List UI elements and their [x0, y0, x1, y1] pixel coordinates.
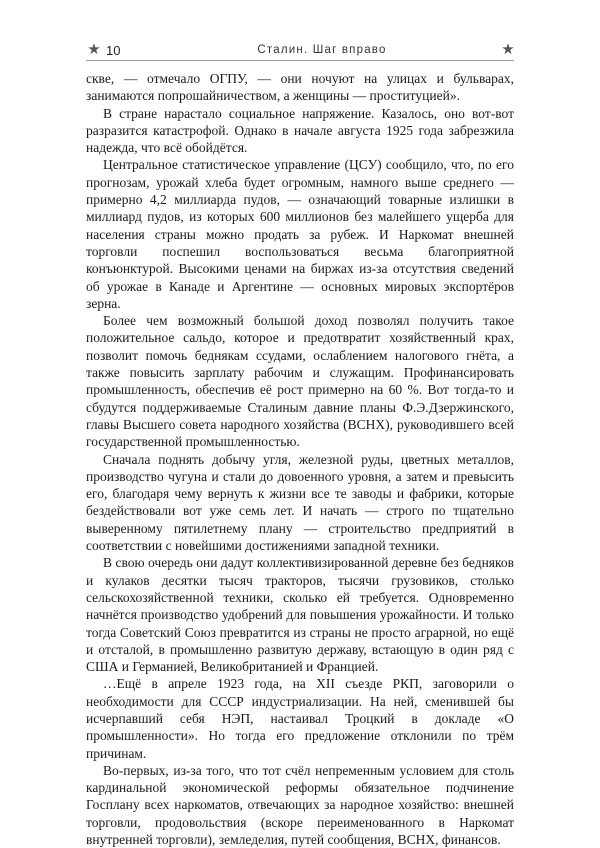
paragraph: …Ещё в апреле 1923 года, на XII съезде РКП, заговорили о необходимости для СССР индустриализации. На ней, сменившей бы исчерпавший себя НЭП, настаивал Троцкий в докладе «О промышленности». Но тогда его предложение отклонили по трём причинам.: [86, 676, 514, 761]
star-left-icon: ★: [87, 41, 101, 58]
page-number: 10: [106, 42, 121, 58]
paragraph: скве, — отмечало ОГПУ, — они ночуют на улицах и бульварах, занимаются попрошайничеством, а женщины — проституцией».: [86, 71, 514, 104]
running-header: [86, 40, 514, 62]
paragraph: В свою очередь они дадут коллективизированной деревне без бедняков и кулаков десятки тысяч тракторов, тысячи грузовиков, столько сельскохозяйственной техники, сколько ей требуется. Одновременно начнётся производство удобрений для повышения урожайности. И только тогда Советский Союз превратится из страны не просто аграрной, но ещё и отсталой, в промышленно развитую державу, встающую в один ряд с США и Германией, Великобританией и Францией.: [86, 555, 514, 675]
star-right-icon: ★: [501, 41, 515, 58]
header-bar: [86, 40, 514, 61]
paragraph: Более чем возможный большой доход позволял получить такое положительное сальдо, которое и предотвратит хозяйственный крах, позволит помочь беднякам ссудами, ослаблением налогового гнёта, а также повысить зарплату рабочим и служащим. Профинансировать промышленность, обеспечив её рост примерно на 60 %. Вот тогда-то и сбудутся поддерживаемые Сталиным давние планы Ф.Э.Дзержинского, главы Высшего совета народного хозяйства (ВСНХ), руководившего всей государственной промышленностью.: [86, 313, 514, 450]
paragraph: В стране нарастало социальное напряжение. Казалось, оно вот-вот разразится катастрофой. Однако в начале августа 1925 года забрезжила надежда, что всё обойдётся.: [86, 105, 514, 156]
running-title: Сталин. Шаг вправо: [257, 44, 387, 56]
paragraph: Сначала поднять добычу угля, железной руды, цветных металлов, производство чугуна и стали до довоенного уровня, а затем и превысить его, благодаря чему вернуть к жизни все те заводы и фабрики, которые бездействовали вот уже семь лет. И начать — строго по тщательно выверенному пятилетнему плану — строительство предприятий в соответствии с новейшими достижениями западной техники.: [86, 451, 514, 554]
body-text: [86, 70, 514, 848]
paragraph: Центральное статистическое управление (ЦСУ) сообщило, что, по его прогнозам, урожай хлеба будет огромным, намного выше среднего — примерно 4,2 миллиарда пудов, — означающий товарные излишки в миллиард пудов, из которых 600 миллионов без малейшего ущерба для населения страны можно продать за рубеж. И Наркомат внешней торговли поспешил воспользоваться весьма благоприятной конъюнктурой. Высокими ценами на биржах из-за отсутствия сведений об урожае в Канаде и Аргентине — основных мировых экспортёров зерна.: [86, 157, 514, 311]
paragraph: Во-первых, из-за того, что тот счёл непременным условием для столь кардинальной экономической реформы обязательное подчинение Госплану всех наркоматов, отвечающих за народное хозяйство: внешней торговли, продовольствия (вскоре переименованного в Наркомат внутренней торговли), земледелия, путей сообщения, ВСНХ, финансов.: [86, 762, 514, 848]
